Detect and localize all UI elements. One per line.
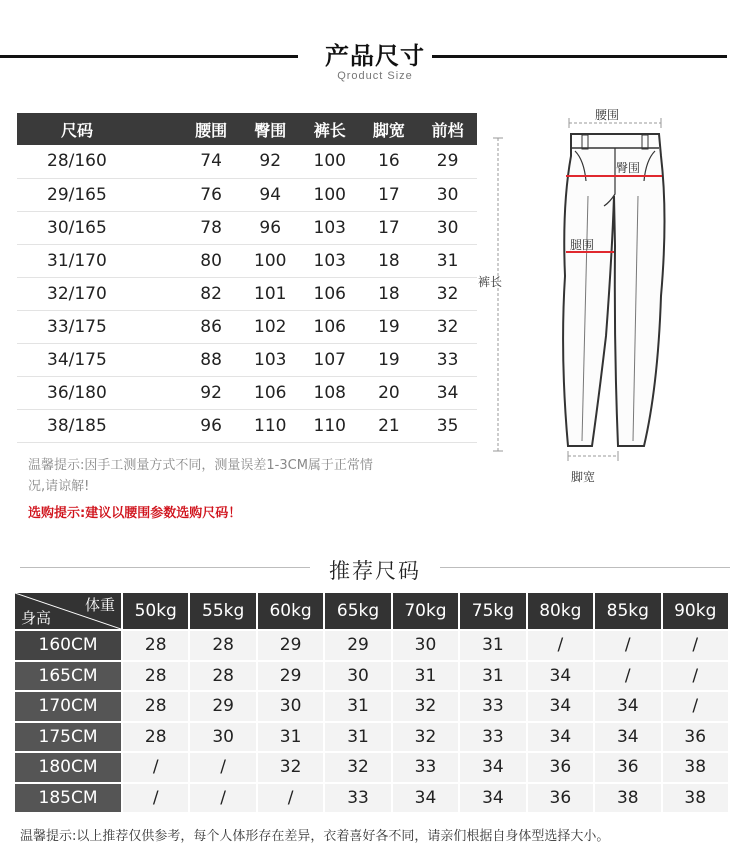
recommended-size-cell: 38 bbox=[595, 784, 662, 815]
size-col-header: 尺码 bbox=[17, 113, 182, 145]
size-value-cell: 103 bbox=[300, 211, 360, 244]
size-value-cell: 32 bbox=[418, 310, 477, 343]
size-table-row bbox=[17, 409, 477, 442]
recommended-size-cell: 30 bbox=[258, 692, 325, 723]
size-value-cell: 110 bbox=[300, 409, 360, 442]
size-value-cell: 78 bbox=[182, 211, 241, 244]
recommended-size-cell: / bbox=[190, 753, 257, 784]
weight-col-header: 55kg bbox=[190, 593, 257, 631]
weight-col-header: 80kg bbox=[528, 593, 595, 631]
recommended-size-cell: 32 bbox=[258, 753, 325, 784]
size-value-cell: 21 bbox=[360, 409, 419, 442]
recommended-size-cell: 29 bbox=[190, 692, 257, 723]
size-value-cell: 100 bbox=[240, 244, 300, 277]
size-value-cell: 76 bbox=[182, 178, 241, 211]
size-code-cell: 34/175 bbox=[17, 343, 182, 376]
weight-col-header: 70kg bbox=[393, 593, 460, 631]
corner-weight-label: 体重 bbox=[84, 596, 115, 614]
recommended-size-cell: 33 bbox=[460, 692, 527, 723]
diagram-label-hem: 脚宽 bbox=[571, 470, 596, 484]
recommended-size-cell: 32 bbox=[393, 692, 460, 723]
recommended-size-cell: 34 bbox=[460, 753, 527, 784]
recommended-size-cell: / bbox=[663, 631, 731, 662]
size-value-cell: 17 bbox=[360, 178, 419, 211]
size-col-header: 臀围 bbox=[240, 113, 300, 145]
recommended-size-cell: 31 bbox=[460, 662, 527, 693]
size-value-cell: 103 bbox=[300, 244, 360, 277]
size-value-cell: 18 bbox=[360, 244, 419, 277]
recommend-header-row bbox=[15, 593, 730, 631]
size-value-cell: 31 bbox=[418, 244, 477, 277]
measure-note-line2: 况,请谅解! bbox=[28, 479, 90, 494]
size-code-cell: 33/175 bbox=[17, 310, 182, 343]
height-row-header: 180CM bbox=[15, 753, 123, 784]
size-code-cell: 30/165 bbox=[17, 211, 182, 244]
size-value-cell: 92 bbox=[182, 376, 241, 409]
recommended-size-cell: 30 bbox=[393, 631, 460, 662]
size-table-header-row bbox=[17, 113, 477, 145]
size-code-cell: 38/185 bbox=[17, 409, 182, 442]
recommended-size-cell: 34 bbox=[595, 692, 662, 723]
size-value-cell: 102 bbox=[240, 310, 300, 343]
recommended-size-cell: 28 bbox=[123, 631, 190, 662]
size-table-row bbox=[17, 277, 477, 310]
pants-diagram bbox=[478, 96, 738, 491]
diagram-label-leg: 腿围 bbox=[570, 238, 595, 252]
recommended-size-cell: / bbox=[123, 753, 190, 784]
size-col-header: 脚宽 bbox=[360, 113, 419, 145]
weight-col-header: 60kg bbox=[258, 593, 325, 631]
size-code-cell: 29/165 bbox=[17, 178, 182, 211]
size-col-header: 裤长 bbox=[300, 113, 360, 145]
size-value-cell: 74 bbox=[182, 145, 241, 178]
size-value-cell: 20 bbox=[360, 376, 419, 409]
size-value-cell: 30 bbox=[418, 211, 477, 244]
size-value-cell: 30 bbox=[418, 178, 477, 211]
recommended-size-cell: 29 bbox=[325, 631, 392, 662]
size-table-row bbox=[17, 310, 477, 343]
recommend-row bbox=[15, 662, 730, 693]
size-value-cell: 16 bbox=[360, 145, 419, 178]
recommended-size-cell: 38 bbox=[663, 784, 731, 815]
recommended-size-cell: / bbox=[528, 631, 595, 662]
recommend-row bbox=[15, 784, 730, 815]
recommended-size-cell: / bbox=[595, 631, 662, 662]
size-value-cell: 92 bbox=[240, 145, 300, 178]
size-code-cell: 36/180 bbox=[17, 376, 182, 409]
recommended-size-cell: 28 bbox=[123, 662, 190, 693]
size-col-header: 前档 bbox=[418, 113, 477, 145]
recommended-size-cell: / bbox=[123, 784, 190, 815]
size-code-cell: 28/160 bbox=[17, 145, 182, 178]
purchase-tip: 选购提示:建议以腰围参数选购尺码！ bbox=[28, 506, 242, 521]
recommended-size-cell: 34 bbox=[460, 784, 527, 815]
size-value-cell: 96 bbox=[182, 409, 241, 442]
recommended-size-cell: 28 bbox=[190, 662, 257, 693]
size-value-cell: 106 bbox=[300, 310, 360, 343]
size-value-cell: 88 bbox=[182, 343, 241, 376]
recommend-row bbox=[15, 753, 730, 784]
size-value-cell: 19 bbox=[360, 343, 419, 376]
size-value-cell: 34 bbox=[418, 376, 477, 409]
recommended-size-cell: 34 bbox=[528, 692, 595, 723]
recommended-size-cell: 36 bbox=[595, 753, 662, 784]
size-value-cell: 106 bbox=[240, 376, 300, 409]
height-row-header: 160CM bbox=[15, 631, 123, 662]
size-value-cell: 100 bbox=[300, 178, 360, 211]
size-code-cell: 31/170 bbox=[17, 244, 182, 277]
size-col-header: 腰围 bbox=[182, 113, 241, 145]
recommended-size-cell: 29 bbox=[258, 631, 325, 662]
recommended-size-cell: 29 bbox=[258, 662, 325, 693]
size-table-row bbox=[17, 376, 477, 409]
size-value-cell: 32 bbox=[418, 277, 477, 310]
recommended-size-cell: 36 bbox=[528, 753, 595, 784]
height-row-header: 165CM bbox=[15, 662, 123, 693]
recommended-size-cell: 31 bbox=[325, 723, 392, 754]
recommended-size-cell: 28 bbox=[123, 723, 190, 754]
size-value-cell: 101 bbox=[240, 277, 300, 310]
size-value-cell: 103 bbox=[240, 343, 300, 376]
size-value-cell: 107 bbox=[300, 343, 360, 376]
size-value-cell: 108 bbox=[300, 376, 360, 409]
section-subtitle: Qroduct Size bbox=[337, 70, 413, 82]
recommend-corner-cell bbox=[15, 593, 123, 631]
size-value-cell: 19 bbox=[360, 310, 419, 343]
recommended-size-cell: / bbox=[258, 784, 325, 815]
size-table-row bbox=[17, 178, 477, 211]
recommended-size-cell: 33 bbox=[393, 753, 460, 784]
recommended-size-cell: 36 bbox=[663, 723, 731, 754]
weight-col-header: 85kg bbox=[595, 593, 662, 631]
recommended-size-cell: 34 bbox=[528, 723, 595, 754]
size-table bbox=[17, 113, 477, 443]
measure-note-line1: 温馨提示:因手工测量方式不同，测量误差1-3CM属于正常情 bbox=[28, 458, 373, 473]
recommended-size-cell: 31 bbox=[258, 723, 325, 754]
size-value-cell: 80 bbox=[182, 244, 241, 277]
weight-col-header: 50kg bbox=[123, 593, 190, 631]
recommended-size-cell: 31 bbox=[460, 631, 527, 662]
height-row-header: 175CM bbox=[15, 723, 123, 754]
corner-height-label: 身高 bbox=[21, 609, 52, 627]
diagram-label-length: 裤长 bbox=[478, 275, 503, 289]
height-row-header: 185CM bbox=[15, 784, 123, 815]
recommend-row bbox=[15, 692, 730, 723]
recommended-size-cell: / bbox=[663, 662, 731, 693]
size-value-cell: 96 bbox=[240, 211, 300, 244]
size-value-cell: 86 bbox=[182, 310, 241, 343]
size-table-row bbox=[17, 244, 477, 277]
size-value-cell: 94 bbox=[240, 178, 300, 211]
section-title: 产品尺寸 bbox=[325, 42, 425, 70]
size-value-cell: 106 bbox=[300, 277, 360, 310]
weight-col-header: 75kg bbox=[460, 593, 527, 631]
size-value-cell: 29 bbox=[418, 145, 477, 178]
diagram-label-hip: 臀围 bbox=[616, 161, 641, 175]
size-table-row bbox=[17, 145, 477, 178]
footer-note: 温馨提示:以上推荐仅供参考，每个人体形存在差异，衣着喜好各不同，请亲们根据自身体型选择大小。 bbox=[20, 829, 610, 844]
size-table-row bbox=[17, 211, 477, 244]
recommended-size-cell: / bbox=[595, 662, 662, 693]
recommended-size-cell: 34 bbox=[393, 784, 460, 815]
size-value-cell: 17 bbox=[360, 211, 419, 244]
recommended-size-cell: 36 bbox=[528, 784, 595, 815]
weight-col-header: 90kg bbox=[663, 593, 731, 631]
recommend-row bbox=[15, 631, 730, 662]
recommended-size-cell: 28 bbox=[190, 631, 257, 662]
size-value-cell: 35 bbox=[418, 409, 477, 442]
height-row-header: 170CM bbox=[15, 692, 123, 723]
recommended-size-cell: / bbox=[663, 692, 731, 723]
recommend-row bbox=[15, 723, 730, 754]
recommended-size-cell: 38 bbox=[663, 753, 731, 784]
recommended-size-cell: 31 bbox=[393, 662, 460, 693]
size-value-cell: 82 bbox=[182, 277, 241, 310]
recommended-size-cell: 34 bbox=[528, 662, 595, 693]
size-value-cell: 100 bbox=[300, 145, 360, 178]
weight-col-header: 65kg bbox=[325, 593, 392, 631]
recommend-title: 推荐尺码 bbox=[329, 559, 421, 583]
recommended-size-cell: 30 bbox=[325, 662, 392, 693]
recommended-size-cell: 33 bbox=[325, 784, 392, 815]
recommended-size-cell: 28 bbox=[123, 692, 190, 723]
recommended-size-cell: 32 bbox=[393, 723, 460, 754]
recommend-table bbox=[15, 593, 730, 814]
recommended-size-cell: 31 bbox=[325, 692, 392, 723]
size-value-cell: 110 bbox=[240, 409, 300, 442]
diagram-label-waist-top: 腰围 bbox=[595, 108, 620, 122]
size-value-cell: 33 bbox=[418, 343, 477, 376]
size-value-cell: 18 bbox=[360, 277, 419, 310]
recommended-size-cell: 33 bbox=[460, 723, 527, 754]
recommended-size-cell: 30 bbox=[190, 723, 257, 754]
recommended-size-cell: 34 bbox=[595, 723, 662, 754]
recommended-size-cell: 32 bbox=[325, 753, 392, 784]
pants-outline-illustration bbox=[478, 96, 738, 491]
size-table-row bbox=[17, 343, 477, 376]
size-code-cell: 32/170 bbox=[17, 277, 182, 310]
recommended-size-cell: / bbox=[190, 784, 257, 815]
